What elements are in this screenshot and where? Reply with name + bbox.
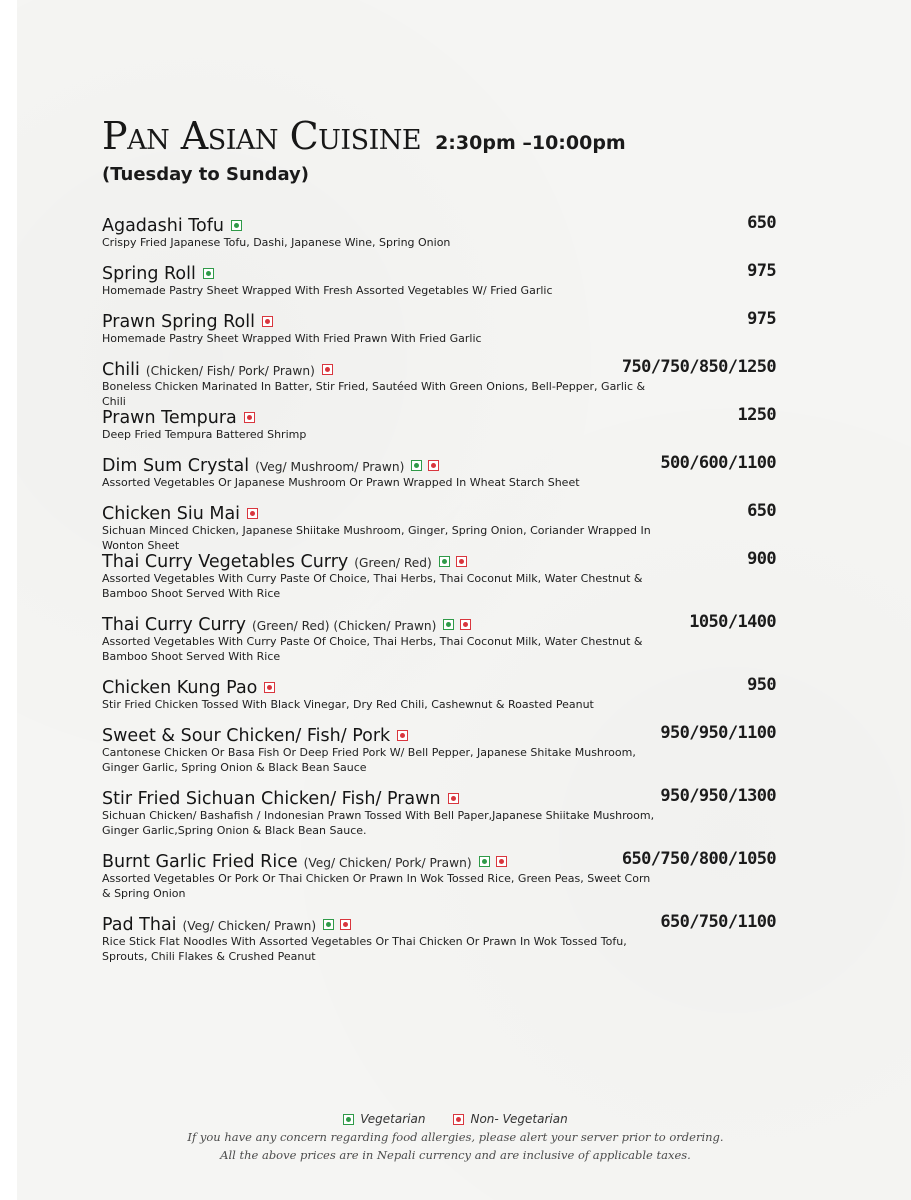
veg-marker-icon (203, 268, 214, 279)
menu-item (102, 453, 776, 490)
dietary-legend (0, 1112, 911, 1126)
dietary-markers (244, 412, 255, 423)
menu-item-price: 900 (747, 549, 776, 569)
nonveg-marker-icon (448, 793, 459, 804)
nonveg-marker-icon (322, 364, 333, 375)
menu-item-price: 650 (747, 213, 776, 233)
nonveg-marker-icon (340, 919, 351, 930)
menu-item-name: Burnt Garlic Fried Rice (102, 851, 298, 872)
menu-item (102, 405, 776, 442)
dietary-markers (411, 460, 439, 471)
title-row (102, 114, 626, 158)
dietary-markers (397, 730, 408, 741)
menu-item (102, 849, 776, 901)
menu-item (102, 309, 776, 346)
veg-marker-icon (343, 1114, 354, 1125)
veg-marker-icon (411, 460, 422, 471)
legend-vegetarian-label: Vegetarian (360, 1112, 426, 1126)
veg-marker-icon (443, 619, 454, 630)
dietary-markers (322, 364, 333, 375)
veg-marker-icon (231, 220, 242, 231)
dietary-markers (443, 619, 471, 630)
menu-item-price: 650 (747, 501, 776, 521)
veg-marker-icon (439, 556, 450, 567)
menu-item-price: 1050/1400 (689, 612, 776, 632)
nonveg-marker-icon (244, 412, 255, 423)
dietary-markers (323, 919, 351, 930)
nonveg-marker-icon (247, 508, 258, 519)
menu-item-price: 650/750/800/1050 (621, 849, 776, 869)
veg-marker-icon (323, 919, 334, 930)
menu-item-options: (Veg/ Chicken/ Prawn) (182, 918, 317, 933)
menu-item-description: Homemade Pastry Sheet Wrapped With Fried Prawn With Fried Garlic (102, 332, 482, 345)
menu-item-name: Chicken Siu Mai (102, 503, 241, 524)
menu-item-options: (Veg/ Chicken/ Pork/ Prawn) (303, 855, 472, 870)
menu-item-price: 975 (747, 261, 776, 281)
menu-item-name: Prawn Spring Roll (102, 311, 255, 332)
menu-item-name: Chili (102, 359, 140, 380)
menu-item (102, 213, 776, 250)
nonveg-marker-icon (453, 1114, 464, 1125)
menu-item (102, 261, 776, 298)
menu-item-price: 975 (747, 309, 776, 329)
nonveg-marker-icon (428, 460, 439, 471)
menu-item-description: Sichuan Minced Chicken, Japanese Shiitake Mushroom, Ginger, Spring Onion, Coriander Wrapped In Wonton Sheet (102, 524, 651, 552)
dietary-markers (439, 556, 467, 567)
menu-item-description: Assorted Vegetables With Curry Paste Of Choice, Thai Herbs, Thai Coconut Milk, Water Chestnut & Bamboo Shoot Served With Rice (102, 572, 643, 600)
menu-item (102, 912, 776, 964)
menu-item-name: Sweet & Sour Chicken/ Fish/ Pork (102, 725, 391, 746)
menu-item-description: Assorted Vegetables Or Pork Or Thai Chicken Or Prawn In Wok Tossed Rice, Green Peas, Sweet Corn & Spring Onion (102, 872, 651, 900)
nonveg-marker-icon (262, 316, 273, 327)
menu-item-options: (Green/ Red) (Chicken/ Prawn) (252, 618, 437, 633)
menu-item-price: 500/600/1100 (660, 453, 776, 473)
menu-item-name: Agadashi Tofu (102, 215, 224, 236)
menu-item-name: Prawn Tempura (102, 407, 237, 428)
nonveg-marker-icon (460, 619, 471, 630)
currency-note: All the above prices are in Nepali currency and are inclusive of applicable taxes. (220, 1148, 691, 1162)
service-days: (Tuesday to Sunday) (102, 164, 310, 185)
menu-item (102, 357, 776, 409)
dietary-markers (448, 793, 459, 804)
menu-item-price: 750/750/850/1250 (621, 357, 776, 377)
service-hours: 2:30pm –10:00pm (435, 132, 626, 154)
menu-item-options: (Chicken/ Fish/ Pork/ Prawn) (145, 363, 315, 378)
legend-nonvegetarian (453, 1112, 567, 1126)
dietary-markers (203, 268, 214, 279)
menu-item-description: Sichuan Chicken/ Bashafish / Indonesian Prawn Tossed With Bell Paper,Japanese Shiitake Mushroom, Ginger Garlic,Spring Onion & Black Bean Sauce. (102, 809, 655, 837)
legend-vegetarian (343, 1112, 425, 1126)
menu-item-name: Dim Sum Crystal (102, 455, 250, 476)
menu-item-description: Deep Fried Tempura Battered Shrimp (102, 428, 307, 441)
menu-item-description: Assorted Vegetables Or Japanese Mushroom Or Prawn Wrapped In Wheat Starch Sheet (102, 476, 580, 489)
menu-item-name: Stir Fried Sichuan Chicken/ Fish/ Prawn (102, 788, 441, 809)
nonveg-marker-icon (397, 730, 408, 741)
menu-item-price: 950 (747, 675, 776, 695)
menu-item-description: Cantonese Chicken Or Basa Fish Or Deep Fried Pork W/ Bell Pepper, Japanese Shitake Mushroom, Ginger Garlic, Spring Onion & Black Bean Sauce (102, 746, 636, 774)
nonveg-marker-icon (456, 556, 467, 567)
menu-item-description: Rice Stick Flat Noodles With Assorted Vegetables Or Thai Chicken Or Prawn In Wok Tossed Tofu, Sprouts, Chili Flakes & Crushed Peanut (102, 935, 627, 963)
dietary-markers (231, 220, 242, 231)
menu-item (102, 723, 776, 775)
menu-item-name: Chicken Kung Pao (102, 677, 258, 698)
menu-title: Pan Asian Cuisine (102, 114, 422, 158)
menu-item-price: 1250 (737, 405, 776, 425)
menu-item (102, 675, 776, 712)
menu-item-description: Assorted Vegetables With Curry Paste Of Choice, Thai Herbs, Thai Coconut Milk, Water Chestnut & Bamboo Shoot Served With Rice (102, 635, 643, 663)
menu-item-price: 950/950/1300 (660, 786, 776, 806)
menu-item (102, 501, 776, 553)
menu-item-name: Spring Roll (102, 263, 196, 284)
allergy-note: If you have any concern regarding food allergies, please alert your server prior to ordering. (187, 1130, 724, 1144)
nonveg-marker-icon (264, 682, 275, 693)
menu-item-description: Homemade Pastry Sheet Wrapped With Fresh Assorted Vegetables W/ Fried Garlic (102, 284, 553, 297)
menu-item-name: Thai Curry Curry (102, 614, 246, 635)
menu-item-description: Crispy Fried Japanese Tofu, Dashi, Japanese Wine, Spring Onion (102, 236, 451, 249)
dietary-markers (262, 316, 273, 327)
dietary-markers (479, 856, 507, 867)
menu-item-options: (Green/ Red) (354, 555, 432, 570)
menu-item-name: Pad Thai (102, 914, 177, 935)
veg-marker-icon (479, 856, 490, 867)
menu-item-options: (Veg/ Mushroom/ Prawn) (255, 459, 405, 474)
dietary-markers (247, 508, 258, 519)
menu-item (102, 612, 776, 664)
legend-nonvegetarian-label: Non- Vegetarian (470, 1112, 568, 1126)
menu-item-description: Boneless Chicken Marinated In Batter, Stir Fried, Sautéed With Green Onions, Bell-Pepper, Garlic & Chili (102, 380, 646, 408)
menu-header (102, 114, 626, 185)
menu-item-description: Stir Fried Chicken Tossed With Black Vinegar, Dry Red Chili, Cashewnut & Roasted Peanut (102, 698, 594, 711)
dietary-markers (264, 682, 275, 693)
menu-item-price: 650/750/1100 (660, 912, 776, 932)
nonveg-marker-icon (496, 856, 507, 867)
menu-item (102, 549, 776, 601)
menu-item (102, 786, 776, 838)
menu-item-name: Thai Curry Vegetables Curry (102, 551, 349, 572)
menu-item-price: 950/950/1100 (660, 723, 776, 743)
